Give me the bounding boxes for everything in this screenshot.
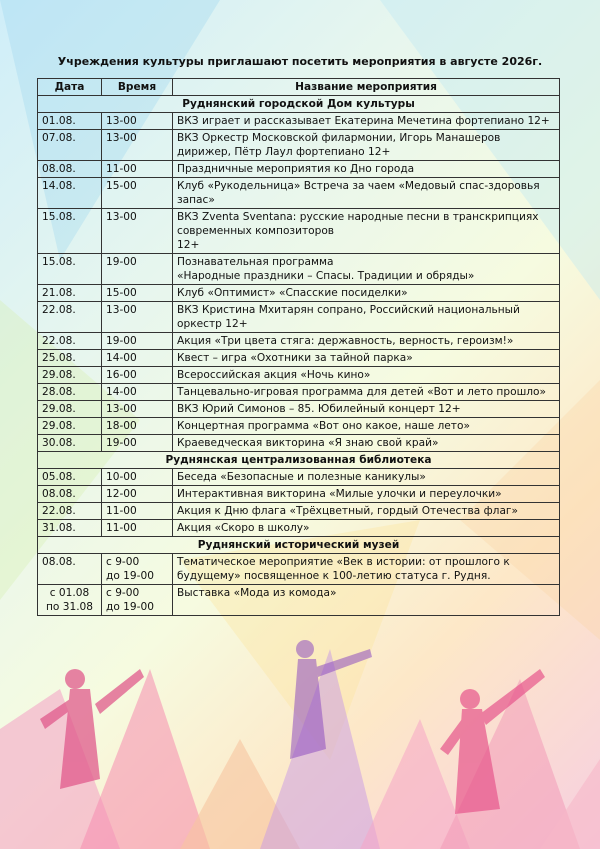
table-row	[38, 486, 560, 503]
section-header-row	[38, 96, 560, 113]
table-header-row	[38, 79, 560, 96]
event-name: ВКЗ Кристина Мхитарян сопрано, Российский национальный оркестр 12+	[173, 302, 560, 333]
event-name: Праздничные мероприятия ко Дно города	[173, 161, 560, 178]
event-time: 12-00	[102, 486, 173, 503]
section-header-row	[38, 452, 560, 469]
event-name: Выставка «Мода из комода»	[173, 585, 560, 616]
event-name: Клуб «Оптимист» «Спасские посиделки»	[173, 285, 560, 302]
event-date: 01.08.	[38, 113, 102, 130]
section-header-row	[38, 537, 560, 554]
table-row	[38, 367, 560, 384]
event-date: 15.08.	[38, 209, 102, 254]
table-row	[38, 554, 560, 585]
event-time: с 9-00 до 19-00	[102, 554, 173, 585]
table-row	[38, 254, 560, 285]
event-date: 25.08.	[38, 350, 102, 367]
event-time: 13-00	[102, 130, 173, 161]
event-name: Клуб «Рукодельница» Встреча за чаем «Медовый спас-здоровья запас»	[173, 178, 560, 209]
event-date: 30.08.	[38, 435, 102, 452]
event-time: 19-00	[102, 435, 173, 452]
event-name: Акция к Дню флага «Трёхцветный, гордый Отечества флаг»	[173, 503, 560, 520]
event-time: 14-00	[102, 350, 173, 367]
events-table	[37, 78, 560, 616]
event-time: 15-00	[102, 285, 173, 302]
column-header-time: Время	[102, 79, 173, 96]
table-row	[38, 418, 560, 435]
table-row	[38, 469, 560, 486]
column-header-date: Дата	[38, 79, 102, 96]
table-row	[38, 333, 560, 350]
event-date: 21.08.	[38, 285, 102, 302]
event-date: 22.08.	[38, 333, 102, 350]
event-name: Краеведческая викторина «Я знаю свой край»	[173, 435, 560, 452]
event-date: 14.08.	[38, 178, 102, 209]
event-date: 22.08.	[38, 302, 102, 333]
section-title: Руднянский городской Дом культуры	[38, 96, 560, 113]
event-time: 11-00	[102, 503, 173, 520]
table-row	[38, 520, 560, 537]
event-time: 11-00	[102, 161, 173, 178]
event-name: ВКЗ Zventa Sventana: русские народные песни в транскрипциях современных композиторов 12+	[173, 209, 560, 254]
event-date: 29.08.	[38, 401, 102, 418]
event-name: Акция «Три цвета стяга: державность, верность, героизм!»	[173, 333, 560, 350]
event-name: Всероссийская акция «Ночь кино»	[173, 367, 560, 384]
dancers-illustration	[0, 609, 600, 849]
event-date: 05.08.	[38, 469, 102, 486]
table-row	[38, 209, 560, 254]
table-row	[38, 130, 560, 161]
table-row	[38, 350, 560, 367]
column-header-event: Название мероприятия	[173, 79, 560, 96]
event-time: 13-00	[102, 302, 173, 333]
event-date: 07.08.	[38, 130, 102, 161]
event-name: ВКЗ Юрий Симонов – 85. Юбилейный концерт 12+	[173, 401, 560, 418]
event-date: 28.08.	[38, 384, 102, 401]
event-name: Акция «Скоро в школу»	[173, 520, 560, 537]
event-name: Квест – игра «Охотники за тайной парка»	[173, 350, 560, 367]
event-time: 13-00	[102, 401, 173, 418]
event-name: ВКЗ играет и рассказывает Екатерина Мечетина фортепиано 12+	[173, 113, 560, 130]
page-title: Учреждения культуры приглашают посетить мероприятия в августе 2026г.	[57, 55, 543, 68]
event-time: 13-00	[102, 113, 173, 130]
event-date: 29.08.	[38, 367, 102, 384]
event-time: 18-00	[102, 418, 173, 435]
event-time: 11-00	[102, 520, 173, 537]
event-name: Танцевально-игровая программа для детей «Вот и лето прошло»	[173, 384, 560, 401]
event-time: 19-00	[102, 254, 173, 285]
event-date: 08.08.	[38, 161, 102, 178]
event-date: с 01.08 по 31.08	[38, 585, 102, 616]
event-name: Интерактивная викторина «Милые улочки и переулочки»	[173, 486, 560, 503]
table-row	[38, 401, 560, 418]
table-row	[38, 113, 560, 130]
event-date: 31.08.	[38, 520, 102, 537]
table-row	[38, 503, 560, 520]
table-row	[38, 178, 560, 209]
event-time: 16-00	[102, 367, 173, 384]
event-name: Беседа «Безопасные и полезные каникулы»	[173, 469, 560, 486]
event-time: 15-00	[102, 178, 173, 209]
event-date: 15.08.	[38, 254, 102, 285]
event-time: 19-00	[102, 333, 173, 350]
section-title: Руднянская централизованная библиотека	[38, 452, 560, 469]
event-name: Познавательная программа «Народные праздники – Спасы. Традиции и обряды»	[173, 254, 560, 285]
event-name: ВКЗ Оркестр Московской филармонии, Игорь Манашеров дирижер, Пётр Лаул фортепиано 12+	[173, 130, 560, 161]
event-time: 13-00	[102, 209, 173, 254]
event-date: 29.08.	[38, 418, 102, 435]
event-time: 10-00	[102, 469, 173, 486]
event-name: Концертная программа «Вот оно какое, наше лето»	[173, 418, 560, 435]
event-date: 08.08.	[38, 486, 102, 503]
event-date: 08.08.	[38, 554, 102, 585]
section-title: Руднянский исторический музей	[38, 537, 560, 554]
table-row	[38, 435, 560, 452]
event-name: Тематическое мероприятие «Век в истории: от прошлого к будущему» посвященное к 100-летию статуса г. Рудня.	[173, 554, 560, 585]
table-row	[38, 384, 560, 401]
table-row	[38, 285, 560, 302]
event-date: 22.08.	[38, 503, 102, 520]
table-row	[38, 161, 560, 178]
table-row	[38, 302, 560, 333]
event-time: 14-00	[102, 384, 173, 401]
table-row	[38, 585, 560, 616]
event-time: с 9-00 до 19-00	[102, 585, 173, 616]
